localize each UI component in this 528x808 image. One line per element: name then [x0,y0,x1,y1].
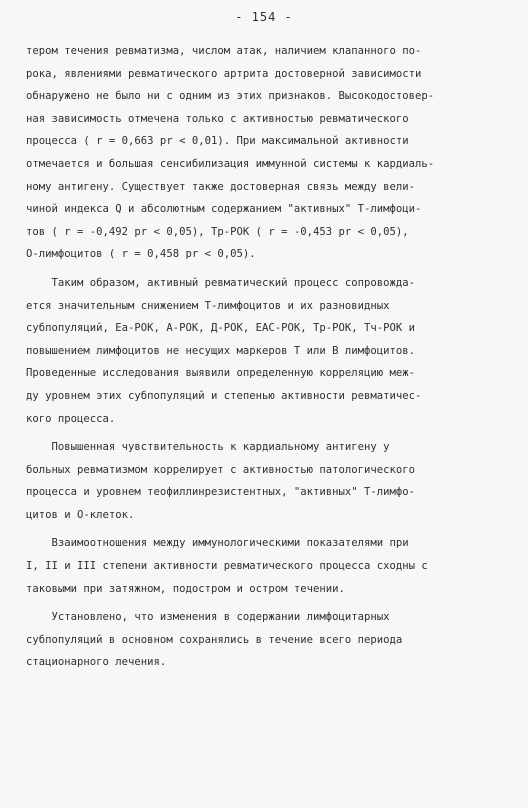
text-line: О-лимфоцитов ( r = 0,458 pr < 0,05). [26,248,256,261]
paragraph [26,606,510,674]
text-line: ная зависимость отмечена только с активностью ревматического [26,112,409,125]
paragraph [26,532,510,600]
text-line: тером течения ревматизма, числом атак, наличием клапанного по- [26,45,422,57]
text-line: цитов и О-клеток. [26,508,135,521]
text-line: Повышенная чувствительность к кардиальному антигену у [26,441,390,454]
text-line: тов ( r = -0,492 pr < 0,05), Тр-РОК ( r = -0,453 pr < 0,05), [26,225,409,238]
text-line: стационарного лечения. [26,656,167,669]
text-line: отмечается и большая сенсибилизация иммунной системы к кардиаль- [26,157,435,170]
text-line: таковыми при затяжном, подостром и остром течении. [26,582,345,595]
page-number: - 154 - [235,10,293,24]
text-line: Проведенные исследования выявили определенную корреляцию меж- [26,367,416,380]
paragraph [26,272,510,430]
text-line: I, II и III степени активности ревматического процесса сходны с [26,560,428,573]
text-line: ду уровнем этих субпопуляций и степенью активности ревматичес- [26,389,422,402]
text-line: рока, явлениями ревматического артрита достоверной зависимости [26,67,422,80]
body-text [26,40,510,674]
text-line: процесса и уровнем теофиллинрезистентных, "активных" Т-лимфо- [26,486,416,499]
paragraph [26,40,510,266]
text-line: ному антигену. Существует также достоверная связь между вели- [26,180,416,193]
text-line: субпопуляций в основном сохранялись в течение всего периода [26,633,403,646]
text-line: Таким образом, активный ревматический процесс сопровожда- [26,276,416,289]
paragraph [26,436,510,526]
text-line: обнаружено не было ни с одним из этих признаков. Высокодостовер- [26,90,435,103]
text-line: Установлено, что изменения в содержании лимфоцитарных [26,611,390,624]
text-line: кого процесса. [26,412,116,425]
text-line: чиной индекса Q и абсолютным содержанием "активных" Т-лимфоци- [26,203,422,216]
text-line: процесса ( r = 0,663 pr < 0,01). При максимальной активности [26,135,409,148]
text-line: больных ревматизмом коррелирует с активностью патологического [26,463,416,476]
text-line: Взаимоотношения между иммунологическими показателями при [26,537,409,550]
text-line: повышением лимфоцитов не несущих маркеров Т или В лимфоцитов. [26,344,416,357]
text-line: ется значительным снижением Т-лимфоцитов и их разновидных [26,299,390,312]
text-line: субпопуляций, Еа-РОК, А-РОК, Д-РОК, ЕАС-РОК, Тр-РОК, Тч-РОК и [26,322,416,335]
